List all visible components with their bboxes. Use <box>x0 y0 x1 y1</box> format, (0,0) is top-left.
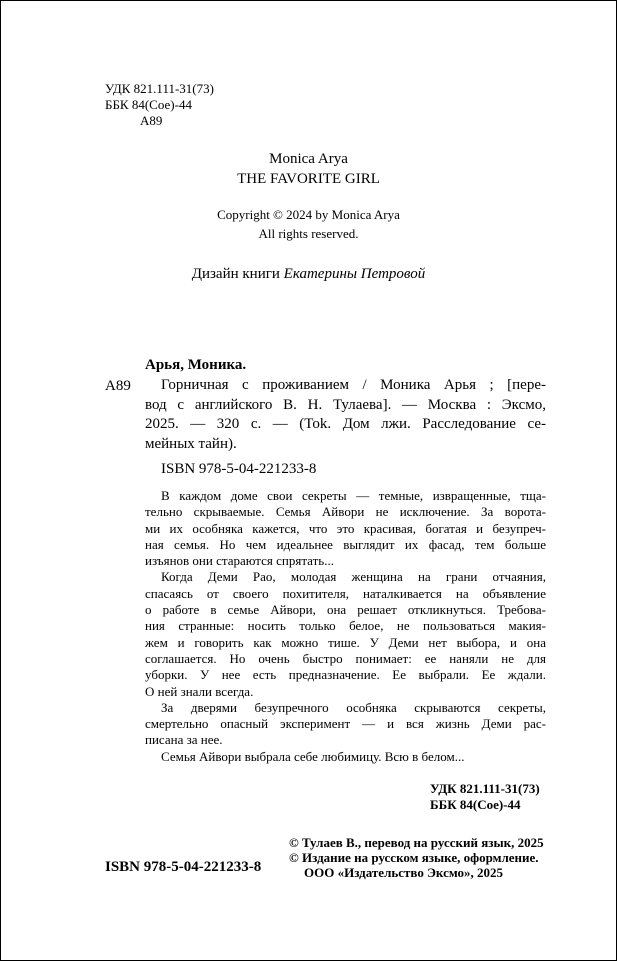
annotation-line: жем и говорить как можно тише. У Деми нет выбора, и она <box>145 634 546 650</box>
original-title: THE FAVORITE GIRL <box>237 171 380 187</box>
annotation-line: Когда Деми Рао, молодая женщина на грани отчаяния, <box>161 569 546 585</box>
description-line: Горничная с проживанием / Моника Арья ; [пере- <box>161 377 546 393</box>
udk-code-top: УДК 821.111-31(73) <box>105 81 214 96</box>
rights-reserved: All rights reserved. <box>258 226 359 241</box>
annotation-line: смертельно опасный эксперимент — и вся жизнь Деми рас- <box>145 716 546 732</box>
annotation-line: тельно скрываемые. Семья Айвори не исключение. За ворота- <box>145 504 546 520</box>
original-author: Monica Arya <box>269 151 348 167</box>
description-line: 2025. — 320 с. — (Tok. Дом лжи. Расследование се- <box>145 416 546 432</box>
catalog-author-heading: Арья, Моника. <box>145 357 247 373</box>
annotation-line: Семья Айвори выбрала себе любимицу. Всю в белом... <box>161 748 465 764</box>
annotation-line: спасаясь от своего похитителя, наталкивается на объявление <box>145 585 546 601</box>
annotation-line: ния странные: носить только белое, не пользоваться макия- <box>145 618 546 634</box>
udk-code-bottom: УДК 821.111-31(73) <box>430 781 540 796</box>
catalog-isbn: ISBN 978-5-04-221233-8 <box>161 461 317 477</box>
annotation <box>145 488 546 765</box>
annotation-line: уборки. У нее есть предназначение. Ее выбрали. Ее ждали. <box>145 667 546 683</box>
description-line: мейных тайн). <box>145 435 237 452</box>
isbn-bottom: ISBN 978-5-04-221233-8 <box>105 859 262 875</box>
catalog-description <box>145 376 546 454</box>
annotation-line: о работе в семье Айвори, она решает откликнуться. Требова- <box>145 602 546 618</box>
original-copyright: Copyright © 2024 by Monica Arya <box>217 207 400 222</box>
catalog-author-mark: А89 <box>105 378 131 394</box>
copyright-line: ООО «Издательство Эксмо», 2025 <box>304 865 504 880</box>
designer-name: Екатерины Петровой <box>283 266 426 282</box>
design-credit <box>1 265 616 283</box>
description-line: вод с английского В. Н. Тулаева]. — Москва : Эксмо, <box>145 396 546 413</box>
annotation-line: В каждом доме свои секреты — темные, извращенные, тща- <box>161 488 546 503</box>
design-credit-prefix: Дизайн книги <box>191 266 284 282</box>
author-mark-top: А89 <box>140 113 163 128</box>
copyright-line: © Издание на русском языке, оформление. <box>289 850 539 865</box>
bbk-code-bottom: ББК 84(Сое)-44 <box>430 797 521 812</box>
copyright-line: © Тулаев В., перевод на русский язык, 2025 <box>289 835 544 850</box>
annotation-line: ми их особняка кажется, что это красивая, богатая и безупреч- <box>145 520 546 536</box>
bbk-code-top: ББК 84(Сое)-44 <box>105 97 192 112</box>
annotation-line: соглашается. Но очень быстро понимает: ее наняли не для <box>145 650 546 666</box>
annotation-line: О ней знали всегда. <box>145 683 254 699</box>
annotation-line: изъянов они стараются спрятать... <box>145 553 334 569</box>
annotation-line: За дверями безупречного особняка скрываются секреты, <box>161 699 546 715</box>
annotation-line: писана за нее. <box>145 732 223 748</box>
annotation-line: ная семья. Но чем идеальнее выглядит их фасад, тем больше <box>145 536 546 552</box>
